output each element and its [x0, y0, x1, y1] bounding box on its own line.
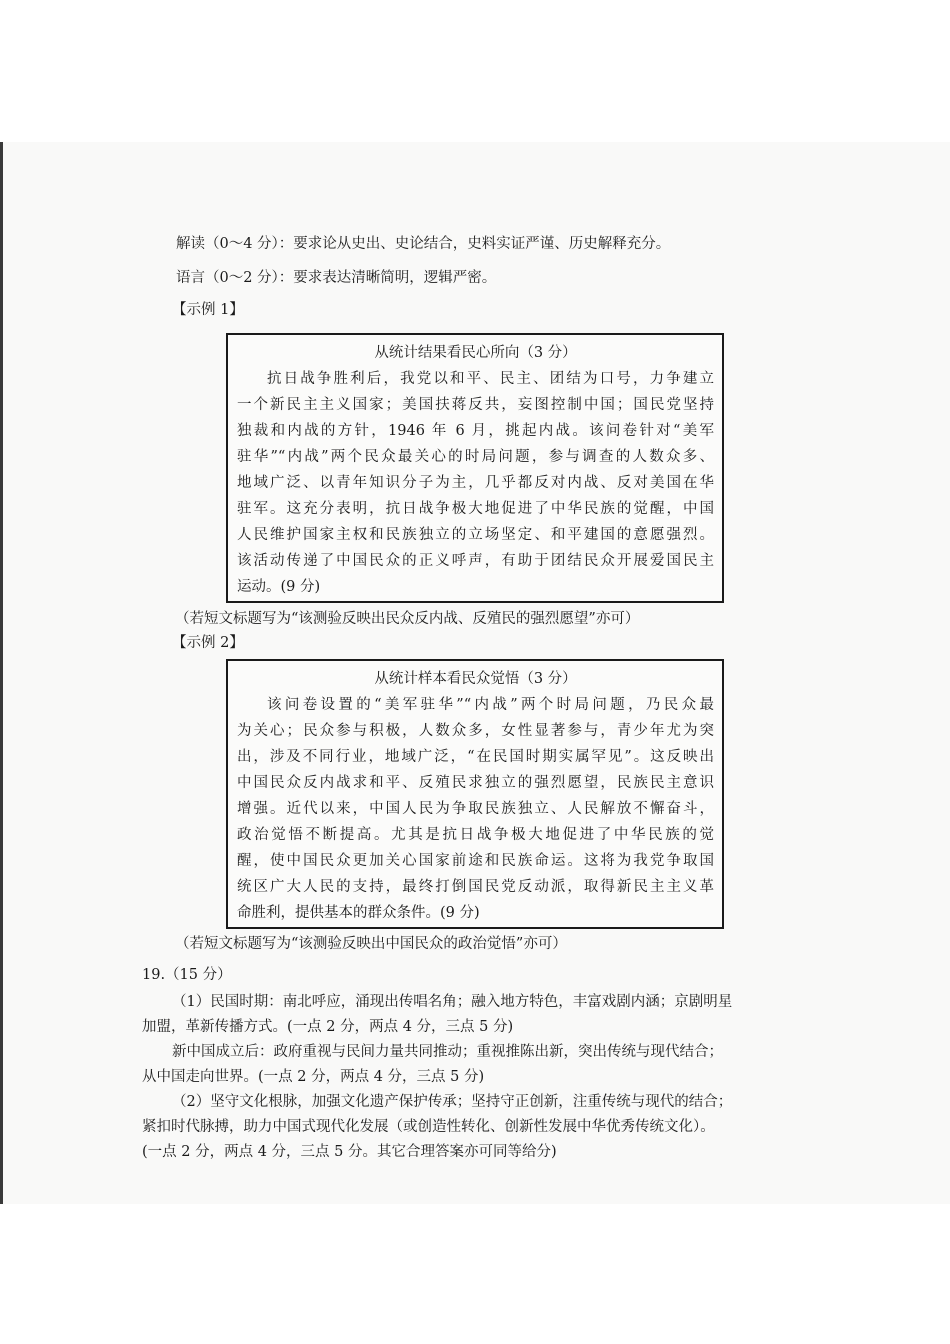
page-edge: [0, 142, 3, 1204]
criteria-interpretation: 解读（0～4 分）：要求论从史出、史论结合，史料实证严谨、历史解释充分。: [176, 236, 671, 252]
q19-part2-line3: (一点 2 分，两点 4 分，三点 5 分。其它合理答案亦可同等给分): [142, 1144, 557, 1160]
example2-line: 该问卷设置的“美军驻华”“内战”两个时局问题，乃民众最: [267, 697, 714, 713]
q19-part1-line2: 加盟，革新传播方式。(一点 2 分，两点 4 分，三点 5 分): [142, 1019, 514, 1035]
example2-title: 从统计样本看民众觉悟（3 分）: [374, 671, 577, 687]
example1-line: 驻华”“内战”两个民众最关心的时局问题，参与调查的人数众多、: [237, 449, 714, 465]
example1-line: 一个新民主主义国家；美国扶蒋反共，妄图控制中国；国民党坚持: [237, 397, 714, 413]
example1-title: 从统计结果看民心所向（3 分）: [374, 345, 577, 361]
example2-note: （若短文标题写为“该测验反映出中国民众的政治觉悟”亦可）: [175, 936, 567, 952]
example2-line: 增强。近代以来，中国人民为争取民族独立、人民解放不懈奋斗，: [237, 801, 714, 817]
example1-line: 抗日战争胜利后，我党以和平、民主、团结为口号，力争建立: [267, 371, 714, 387]
example2-box: [226, 659, 724, 929]
example2-line: 中国民众反内战求和平、反殖民求独立的强烈愿望，民族民主意识: [237, 775, 714, 791]
q19-part1-line1: （1）民国时期：南北呼应，涌现出传唱名角；融入地方特色，丰富戏剧内涵；京剧明星: [172, 994, 733, 1010]
q19-part1-line4: 从中国走向世界。(一点 2 分，两点 4 分，三点 5 分): [142, 1069, 485, 1085]
q19-part2-line2: 紧扣时代脉搏，助力中国式现代化发展（或创造性转化、创新性发展中华优秀传统文化）。: [142, 1119, 715, 1135]
example2-line: 统区广大人民的支持，最终打倒国民党反动派，取得新民主主义革: [237, 879, 714, 895]
example2-line: 政治觉悟不断提高。尤其是抗日战争极大地促进了中华民族的觉: [237, 827, 714, 843]
example1-label: 【示例 1】: [172, 302, 244, 318]
example1-line: 独裁和内战的方针，1946 年 6 月，挑起内战。该问卷针对“美军: [237, 423, 714, 439]
q19-header: 19.（15 分）: [142, 967, 232, 983]
example2-line: 为关心；民众参与积极，人数众多，女性显著参与，青少年尤为突: [237, 723, 714, 739]
example2-label: 【示例 2】: [172, 635, 244, 651]
example1-line: 人民维护国家主权和民族独立的立场坚定、和平建国的意愿强烈。: [237, 527, 714, 543]
example2-line: 命胜利，提供基本的群众条件。(9 分): [237, 905, 480, 921]
criteria-language: 语言（0～2 分）：要求表达清晰简明，逻辑严密。: [176, 270, 497, 286]
example1-line: 运动。(9 分): [237, 579, 321, 595]
q19-part2-line1: （2）坚守文化根脉，加强文化遗产保护传承；坚持守正创新，注重传统与现代的结合；: [172, 1094, 733, 1110]
example1-line: 该活动传递了中国民众的正义呼声，有助于团结民众开展爱国民主: [237, 553, 714, 569]
q19-part1-line3: 新中国成立后：政府重视与民间力量共同推动；重视推陈出新，突出传统与现代结合；: [172, 1044, 723, 1060]
example1-line: 驻军。这充分表明，抗日战争极大地促进了中华民族的觉醒，中国: [237, 501, 714, 517]
example2-line: 醒，使中国民众更加关心国家前途和民族命运。这将为我党争取国: [237, 853, 714, 869]
example1-box: [226, 333, 724, 603]
example2-line: 出，涉及不同行业，地域广泛，“在民国时期实属罕见”。这反映出: [237, 749, 714, 765]
example1-note: （若短文标题写为“该测验反映出民众反内战、反殖民的强烈愿望”亦可）: [175, 611, 640, 627]
example1-line: 地域广泛、以青年知识分子为主，几乎都反对内战、反对美国在华: [237, 475, 714, 491]
